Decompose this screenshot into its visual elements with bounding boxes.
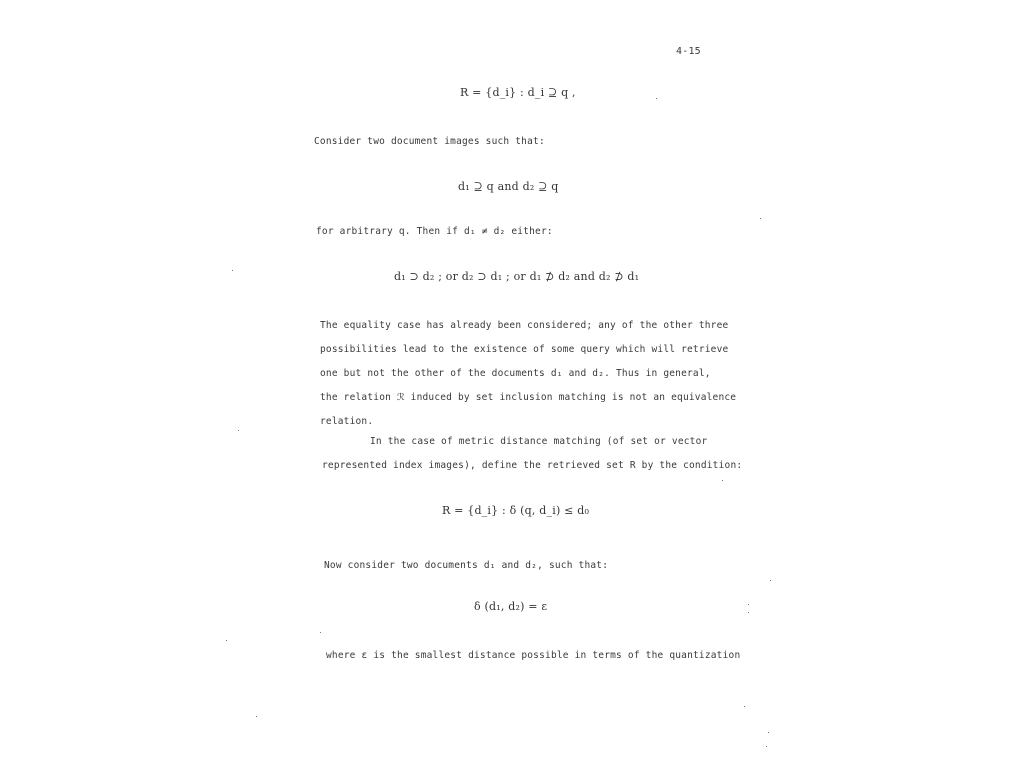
- paragraph-1-line-2: possibilities lead to the existence of some query which will retrieve: [320, 344, 729, 355]
- scan-speck: [748, 604, 749, 605]
- text-line-now-consider: Now consider two documents d₁ and d₂, such that:: [324, 560, 609, 571]
- paragraph-1-line-4: the relation ℛ induced by set inclusion matching is not an equivalence: [320, 392, 737, 403]
- scan-speck: [232, 270, 233, 271]
- scan-speck: [238, 430, 239, 431]
- paragraph-1-line-3: one but not the other of the documents d₁ and d₂. Thus in general,: [320, 368, 711, 379]
- scan-speck: [748, 612, 749, 613]
- scan-speck: [760, 218, 761, 219]
- scan-speck: [256, 716, 257, 717]
- equation-retrieved-set-distance: R = {d_i} : δ (q, d_i) ≤ d₀: [442, 504, 590, 517]
- paragraph-2-line-1: In the case of metric distance matching (of set or vector: [370, 436, 708, 447]
- text-line-arbitrary-query: for arbitrary q. Then if d₁ ≠ d₂ either:: [316, 226, 553, 237]
- scan-speck: [722, 480, 723, 481]
- text-line-consider: Consider two document images such that:: [314, 136, 545, 147]
- scan-speck: [320, 632, 321, 633]
- scan-speck: [226, 640, 227, 641]
- paragraph-1-line-5: relation.: [320, 416, 374, 427]
- text-line-where-epsilon: where ε is the smallest distance possible in terms of the quantization: [326, 650, 741, 661]
- scan-speck: [770, 580, 771, 581]
- scan-speck: [744, 706, 745, 707]
- equation-retrieved-set-inclusion: R = {d_i} : d_i ⊇ q ,: [460, 86, 576, 99]
- equation-distance-epsilon: δ (d₁, d₂) = ε: [474, 600, 548, 613]
- scan-speck: [766, 746, 767, 747]
- scan-speck: [768, 732, 769, 733]
- paragraph-1-line-1: The equality case has already been considered; any of the other three: [320, 320, 729, 331]
- paragraph-2-line-2: represented index images), define the retrieved set R by the condition:: [322, 460, 743, 471]
- page-number: 4-15: [676, 46, 701, 57]
- equation-inclusion-cases: d₁ ⊃ d₂ ; or d₂ ⊃ d₁ ; or d₁ ⊅ d₂ and d₂ ⊅ d₁: [394, 270, 640, 283]
- equation-both-contain-query: d₁ ⊇ q and d₂ ⊇ q: [458, 180, 559, 193]
- scan-speck: [656, 98, 657, 99]
